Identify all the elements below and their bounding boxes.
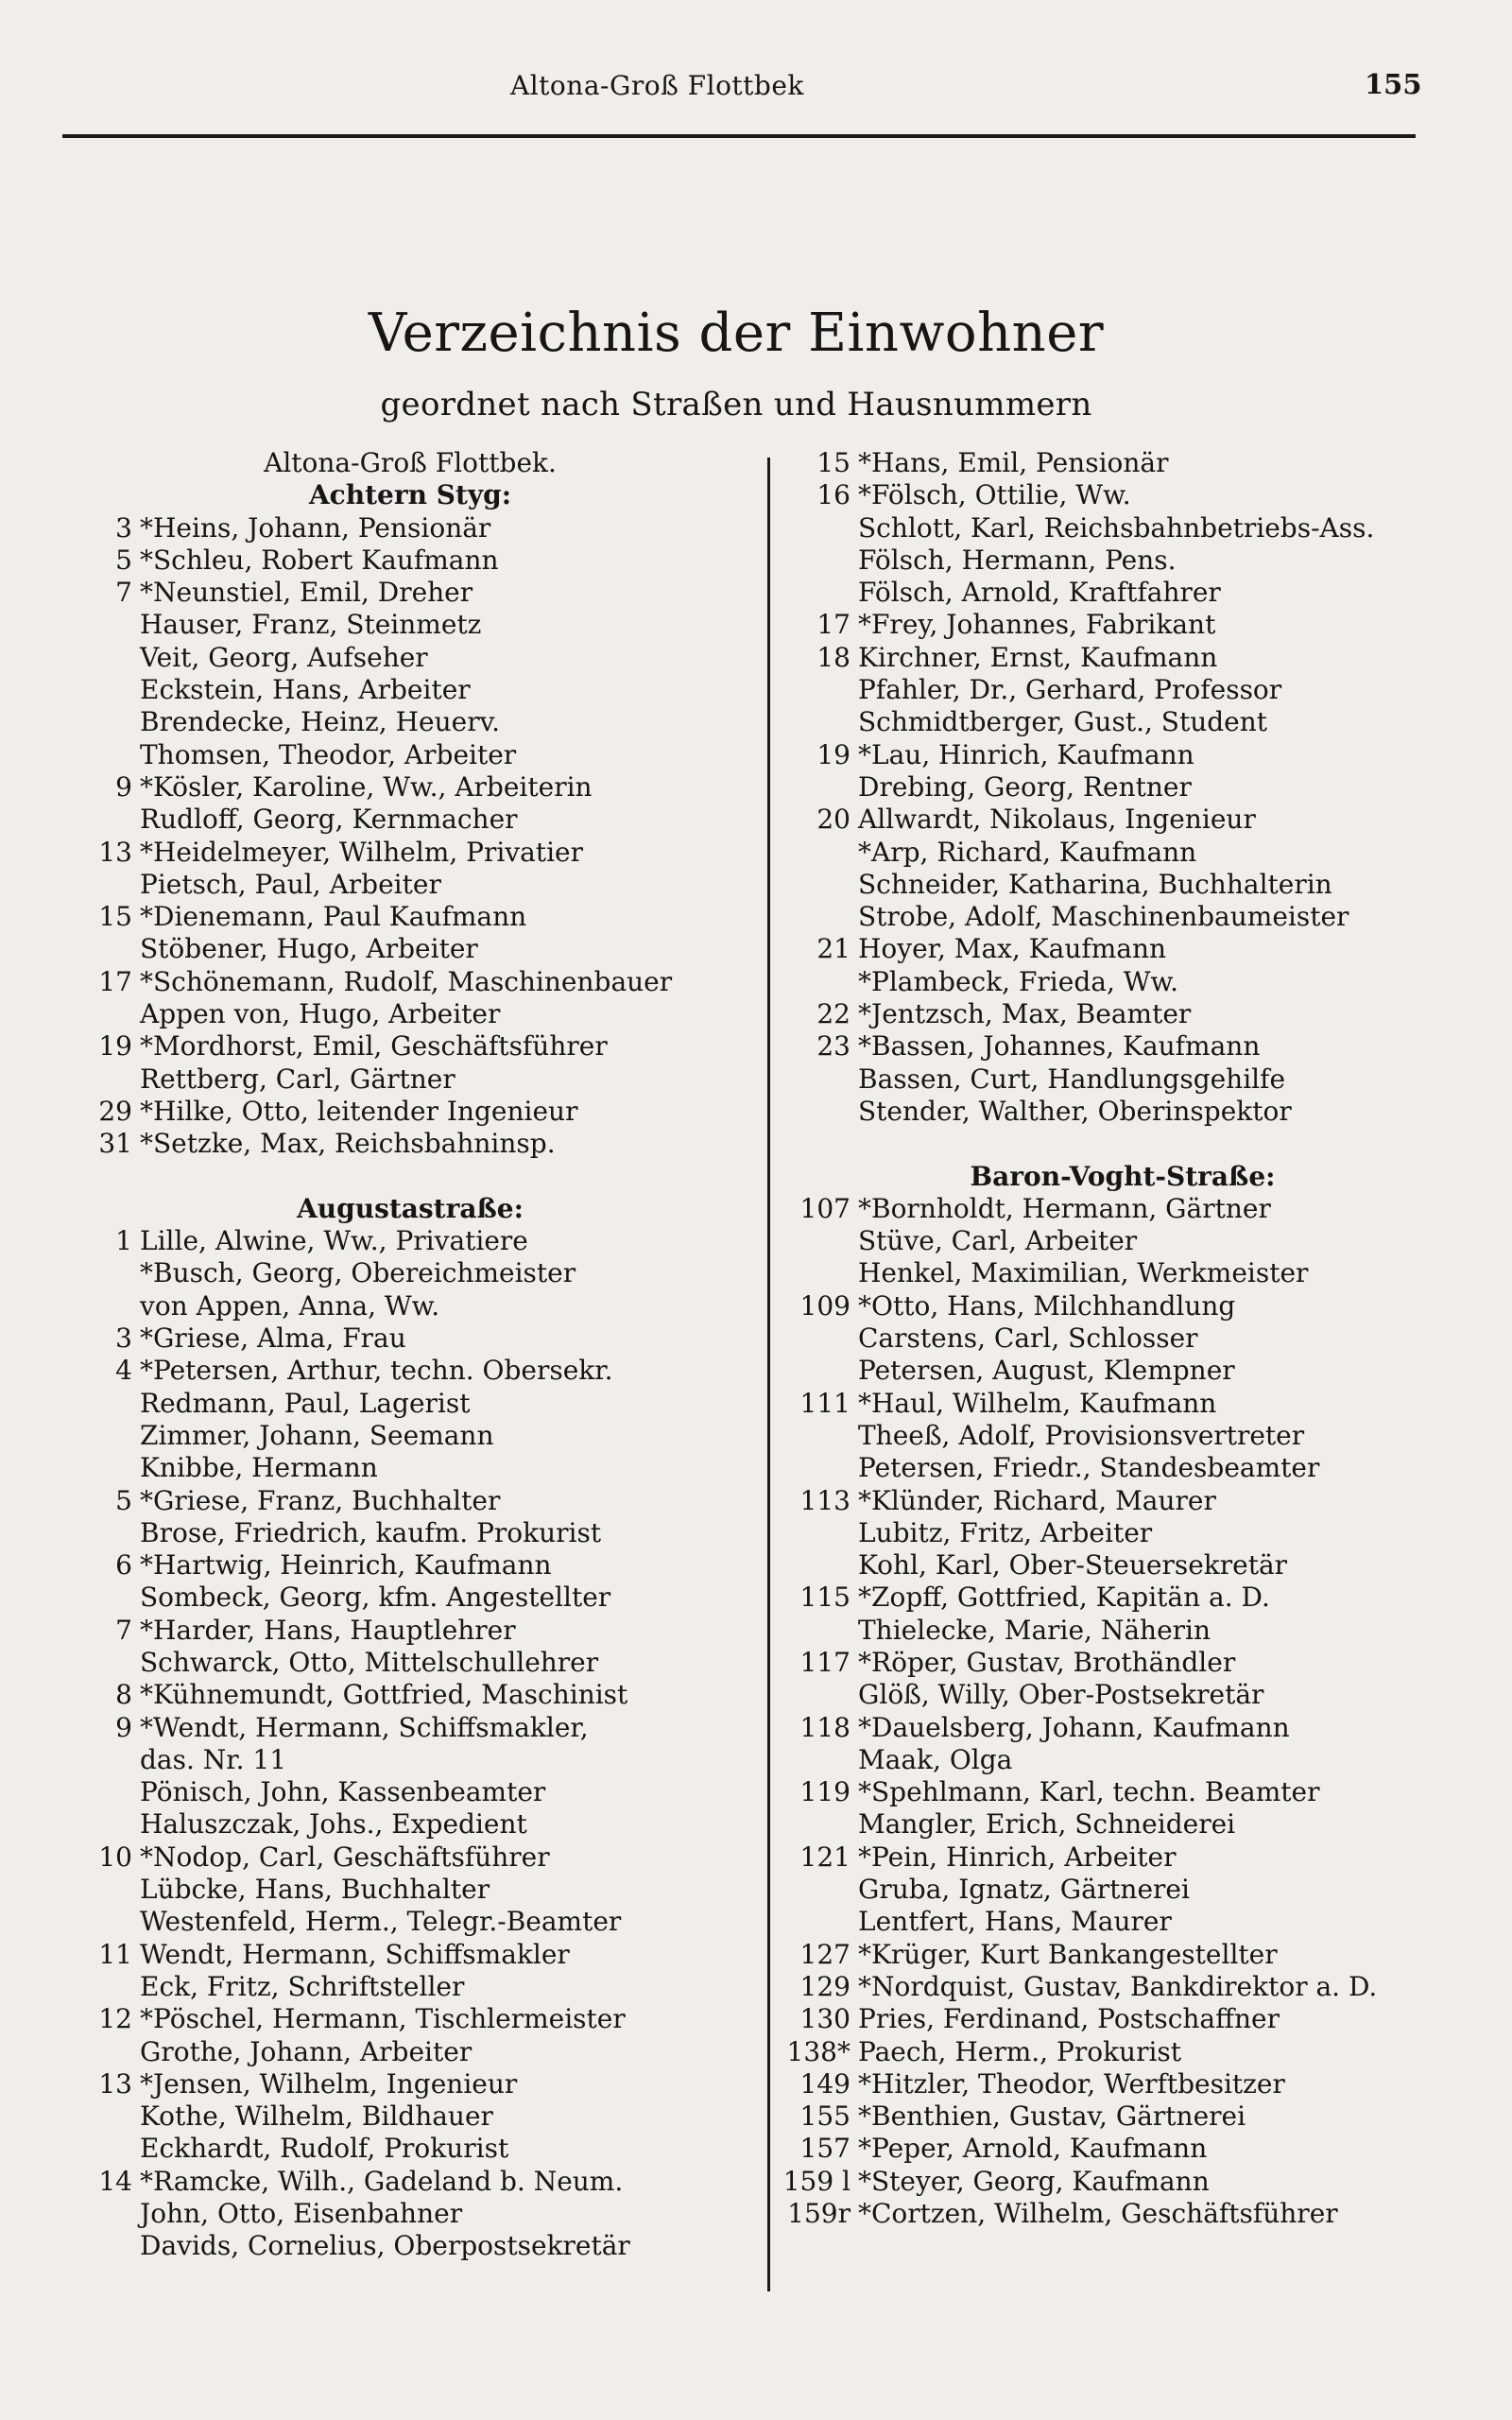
resident-entry [773,2036,1472,2068]
resident-name: *Setzke, Max, Reichsbahninsp. [140,1128,556,1160]
house-number: 127 [799,1938,850,1970]
resident-name: *Heins, Johann, Pensionär [140,511,491,544]
resident-name: *Fölsch, Ottilie, Ww. [858,479,1131,511]
resident-name: *Pein, Hinrich, Arbeiter [858,1841,1177,1873]
resident-entry [79,901,741,933]
resident-entry [773,1225,1472,1257]
resident-entry [79,1679,741,1711]
resident-entry [79,1452,741,1484]
resident-name: *Plambeck, Frieda, Ww. [858,965,1179,997]
resident-name: *Pöschel, Hermann, Tischlermeister [140,2003,626,2035]
resident-entry [79,706,741,738]
resident-entry [773,933,1472,965]
resident-name: *Busch, Georg, Obereichmeister [140,1257,576,1289]
resident-entry [773,609,1472,641]
resident-name: Thielecke, Marie, Näherin [858,1614,1211,1646]
resident-name: Thomsen, Theodor, Arbeiter [140,738,517,770]
house-number: 6 [115,1549,132,1582]
resident-entry [773,739,1472,771]
resident-entry [79,2166,741,2198]
resident-entry [79,1420,741,1452]
resident-name: Theeß, Adolf, Provisionsvertreter [858,1419,1305,1451]
resident-name: *Griese, Alma, Frau [140,1322,406,1355]
resident-name: *Hartwig, Heinrich, Kaufmann [140,1549,552,1582]
resident-name: *Krüger, Kurt Bankangestellter [858,1938,1278,1970]
resident-name: Eckhardt, Rudolf, Prokurist [140,2133,509,2165]
resident-name: Sombeck, Georg, kfm. Angestellter [140,1582,611,1614]
house-number: 7 [115,1614,132,1646]
resident-entry [79,1971,741,2003]
resident-name: Zimmer, Johann, Seemann [140,1419,494,1451]
resident-entry [773,804,1472,836]
house-number: 121 [799,1841,850,1873]
resident-name: *Harder, Hans, Hauptlehrer [140,1614,516,1646]
resident-entry [79,804,741,836]
resident-entry [773,771,1472,804]
resident-entry [79,1744,741,1776]
right-column [773,447,1472,2230]
resident-entry [79,1939,741,1971]
resident-name: Strobe, Adolf, Maschinenbaumeister [858,901,1349,933]
resident-name: *Spehlmann, Karl, techn. Beamter [858,1776,1320,1808]
resident-entry [773,1712,1472,1744]
resident-name: Appen von, Hugo, Arbeiter [140,998,501,1030]
resident-name: Schneider, Katharina, Buchhalterin [858,868,1332,900]
resident-entry [773,1485,1472,1517]
resident-entry [79,1388,741,1420]
house-number: 13 [98,836,132,868]
resident-entry [79,1322,741,1355]
resident-entry [773,2003,1472,2035]
resident-entry [773,1420,1472,1452]
resident-name: *Lau, Hinrich, Kaufmann [858,738,1194,770]
resident-entry [79,1712,741,1744]
resident-name: *Kösler, Karoline, Ww., Arbeiterin [140,770,593,803]
resident-entry [79,674,741,706]
house-number: 22 [816,998,850,1030]
house-number: 19 [816,738,850,770]
resident-name: *Arp, Richard, Kaufmann [858,836,1197,868]
resident-entry [773,837,1472,869]
resident-name: *Hilke, Otto, leitender Ingenieur [140,1095,578,1127]
house-number: 12 [98,2003,132,2035]
house-number: 109 [799,1289,850,1322]
house-number: 8 [115,1679,132,1711]
resident-entry [79,2036,741,2068]
house-number: 118 [799,1711,850,1743]
resident-entry [79,2003,741,2035]
resident-name: Kohl, Karl, Ober-Steuersekretär [858,1549,1288,1582]
resident-name: Kirchner, Ernst, Kaufmann [858,641,1218,673]
resident-entry [773,2166,1472,2198]
house-number: 23 [816,1030,850,1063]
resident-name: *Frey, Johannes, Fabrikant [858,609,1216,641]
resident-entry [773,642,1472,674]
resident-name: Stender, Walther, Oberinspektor [858,1095,1292,1127]
resident-entry [773,2198,1472,2230]
resident-name: Grothe, Johann, Arbeiter [140,2035,472,2067]
resident-name: *Hans, Emil, Pensionär [858,447,1169,478]
resident-entry [773,1841,1472,1874]
resident-name: *Jentzsch, Max, Beamter [858,998,1192,1030]
resident-entry [79,1647,741,1679]
street-heading: Achtern Styg: [308,479,512,511]
house-number: 15 [98,901,132,933]
resident-entry [773,1096,1472,1128]
house-number: 1 [115,1225,132,1257]
house-number: 9 [115,770,132,803]
resident-entry [79,1582,741,1614]
resident-name: Maak, Olga [858,1743,1013,1775]
resident-name: Hoyer, Max, Kaufmann [858,933,1167,965]
house-number: 19 [98,1030,132,1063]
resident-name: Lille, Alwine, Ww., Privatiere [140,1225,528,1257]
resident-entry [773,1355,1472,1387]
house-number: 18 [816,641,850,673]
resident-name: Glöß, Willy, Ober-Postsekretär [858,1679,1264,1711]
resident-entry [79,1128,741,1160]
resident-name: *Ramcke, Wilh., Gadeland b. Neum. [140,2165,624,2197]
house-number: 10 [98,1841,132,1873]
resident-entry [79,1257,741,1289]
house-number: 31 [98,1128,132,1160]
resident-entry [773,1290,1472,1322]
resident-entry [773,1063,1472,1096]
resident-entry [79,1808,741,1841]
column-divider [767,458,770,2291]
resident-name: Pfahler, Dr., Gerhard, Professor [858,674,1282,706]
street-heading: Augustastraße: [297,1192,524,1224]
house-number: 119 [799,1776,850,1808]
resident-name: *Otto, Hans, Milchhandlung [858,1289,1236,1322]
house-number: 11 [98,1938,132,1970]
resident-entry [773,1808,1472,1841]
page-title: Verzeichnis der Einwohner [368,302,1105,364]
resident-name: *Heidelmeyer, Wilhelm, Privatier [140,836,583,868]
resident-name: von Appen, Anna, Ww. [140,1289,440,1322]
resident-entry [79,512,741,544]
house-number: 159 l [782,2165,850,2197]
resident-entry [79,1874,741,1906]
resident-entry [773,1776,1472,1808]
resident-entry [773,1452,1472,1484]
resident-entry [79,2230,741,2262]
house-number: 21 [816,933,850,965]
resident-entry [79,933,741,965]
resident-entry [79,837,741,869]
resident-entry [773,2133,1472,2165]
left-column [79,447,741,2263]
resident-entry [79,1776,741,1808]
house-number: 14 [98,2165,132,2197]
resident-name: Carstens, Carl, Schlosser [858,1322,1198,1355]
resident-entry [773,1906,1472,1938]
house-number: 155 [799,2100,850,2133]
resident-name: *Petersen, Arthur, techn. Obersekr. [140,1355,613,1387]
resident-name: *Hitzler, Theodor, Werftbesitzer [858,2067,1285,2100]
resident-name: *Wendt, Hermann, Schiffsmakler, [140,1711,589,1743]
resident-entry [79,544,741,577]
resident-name: Davids, Cornelius, Oberpostsekretär [140,2230,630,2262]
resident-name: Pietsch, Paul, Arbeiter [140,868,441,900]
resident-entry [773,447,1472,479]
resident-entry [79,577,741,609]
resident-entry [773,1549,1472,1582]
resident-entry [773,1874,1472,1906]
resident-name: Bassen, Curt, Handlungsgehilfe [858,1063,1286,1095]
resident-name: Kothe, Wilhelm, Bildhauer [140,2100,493,2133]
resident-entry [773,869,1472,901]
resident-entry [79,998,741,1030]
resident-name: *Dienemann, Paul Kaufmann [140,901,527,933]
resident-name: Rudloff, Georg, Kernmacher [140,804,518,836]
page-number: 155 [1365,68,1422,100]
resident-name: Veit, Georg, Aufseher [140,641,428,673]
resident-entry [79,1615,741,1647]
header-rule [62,134,1416,138]
resident-entry [773,577,1472,609]
resident-entry [773,2068,1472,2100]
resident-name: *Bassen, Johannes, Kaufmann [858,1030,1261,1063]
resident-name: Eckstein, Hans, Arbeiter [140,674,471,706]
resident-name: *Griese, Franz, Buchhalter [140,1484,501,1516]
resident-entry [79,2198,741,2230]
house-number: 29 [98,1095,132,1127]
house-number: 20 [816,804,850,836]
house-number: 3 [115,511,132,544]
resident-entry [79,642,741,674]
resident-entry [79,1096,741,1128]
resident-entry [773,544,1472,577]
house-number: 111 [799,1387,850,1419]
resident-entry [773,1615,1472,1647]
resident-entry [773,512,1472,544]
resident-entry [773,1939,1472,1971]
resident-entry [79,1841,741,1874]
resident-name: Redmann, Paul, Lagerist [140,1387,471,1419]
resident-entry [773,2100,1472,2133]
house-number: 113 [799,1484,850,1516]
resident-name: *Klünder, Richard, Maurer [858,1484,1216,1516]
resident-name: Pries, Ferdinand, Postschaffner [858,2003,1280,2035]
resident-entry [79,771,741,804]
resident-entry [773,674,1472,706]
house-number: 4 [115,1355,132,1387]
house-number: 3 [115,1322,132,1355]
resident-entry [773,706,1472,738]
resident-entry [773,1517,1472,1549]
header-title: Altona-Groß Flottbek [510,70,804,101]
resident-name: das. Nr. 11 [140,1743,287,1775]
house-number: 149 [799,2067,850,2100]
resident-name: Schlott, Karl, Reichsbahnbetriebs-Ass. [858,511,1375,544]
resident-name: *Schleu, Robert Kaufmann [140,544,499,576]
resident-name: *Nodop, Carl, Geschäftsführer [140,1841,550,1873]
house-number: 13 [98,2067,132,2100]
resident-entry [79,1549,741,1582]
resident-name: *Kühnemundt, Gottfried, Maschinist [140,1679,628,1711]
resident-entry [773,901,1472,933]
resident-entry [773,1030,1472,1063]
resident-name: Schmidtberger, Gust., Student [858,706,1268,738]
resident-name: Mangler, Erich, Schneiderei [858,1808,1236,1841]
resident-name: Allwardt, Nikolaus, Ingenieur [858,804,1256,836]
resident-name: Fölsch, Arnold, Kraftfahrer [858,577,1221,609]
house-number: 17 [98,965,132,997]
resident-entry [773,1679,1472,1711]
house-number: 157 [799,2133,850,2165]
page-subtitle: geordnet nach Straßen und Hausnummern [380,386,1092,424]
spacer [79,1161,741,1193]
house-number: 130 [799,2003,850,2035]
resident-entry [773,1647,1472,1679]
resident-name: Wendt, Hermann, Schiffsmakler [140,1938,570,1970]
resident-entry [79,1517,741,1549]
resident-entry [79,1290,741,1322]
resident-entry [773,1744,1472,1776]
resident-entry [79,2100,741,2133]
resident-entry [79,2068,741,2100]
resident-name: Eck, Fritz, Schriftsteller [140,1970,465,2002]
resident-entry [79,1485,741,1517]
resident-name: *Cortzen, Wilhelm, Geschäftsführer [858,2198,1338,2230]
resident-name: John, Otto, Eisenbahner [140,2198,463,2230]
resident-name: *Jensen, Wilhelm, Ingenieur [140,2067,518,2100]
resident-name: Petersen, August, Klempner [858,1355,1235,1387]
resident-name: *Mordhorst, Emil, Geschäftsführer [140,1030,608,1063]
resident-name: Lentfert, Hans, Maurer [858,1906,1172,1938]
resident-name: *Nordquist, Gustav, Bankdirektor a. D. [858,1970,1378,2002]
resident-name: *Röper, Gustav, Brothändler [858,1646,1236,1678]
house-number: 107 [799,1192,850,1224]
house-number: 115 [799,1582,850,1614]
street-heading: Baron-Voght-Straße: [970,1160,1276,1192]
house-number: 17 [816,609,850,641]
house-number: 5 [115,544,132,576]
resident-entry [79,609,741,641]
resident-name: Stüve, Carl, Arbeiter [858,1225,1138,1257]
resident-entry [773,1971,1472,2003]
resident-entry [773,1388,1472,1420]
house-number: 159r [787,2198,850,2230]
resident-name: Brose, Friedrich, kaufm. Prokurist [140,1516,602,1548]
resident-name: Lubitz, Fritz, Arbeiter [858,1516,1153,1548]
resident-name: Haluszczak, Johs., Expedient [140,1808,527,1841]
resident-entry [773,479,1472,511]
resident-entry [79,2133,741,2165]
resident-name: Hauser, Franz, Steinmetz [140,609,482,641]
house-number: 117 [799,1646,850,1678]
resident-name: Brendecke, Heinz, Heuerv. [140,706,500,738]
resident-name: Pönisch, John, Kassenbeamter [140,1776,546,1808]
resident-name: *Neunstiel, Emil, Dreher [140,577,473,609]
resident-name: Lübcke, Hans, Buchhalter [140,1874,490,1906]
resident-entry [79,1355,741,1387]
resident-entry [773,1322,1472,1355]
resident-name: *Bornholdt, Hermann, Gärtner [858,1192,1271,1224]
resident-entry [773,1257,1472,1289]
resident-name: Stöbener, Hugo, Arbeiter [140,933,478,965]
resident-name: *Benthien, Gustav, Gärtnerei [858,2100,1246,2133]
resident-entry [79,1063,741,1096]
house-number: 5 [115,1484,132,1516]
resident-name: Rettberg, Carl, Gärtner [140,1063,455,1095]
house-number: 7 [115,577,132,609]
resident-entry [79,1225,741,1257]
resident-entry [79,1030,741,1063]
resident-name: Schwarck, Otto, Mittelschullehrer [140,1646,599,1678]
resident-entry [79,869,741,901]
place-heading: Altona-Groß Flottbek. [264,447,557,478]
resident-name: *Schönemann, Rudolf, Maschinenbauer [140,965,673,997]
resident-entry [773,998,1472,1030]
resident-name: Paech, Herm., Prokurist [858,2035,1182,2067]
house-number: 15 [816,447,850,478]
resident-name: Knibbe, Hermann [140,1452,378,1484]
house-number: 16 [816,479,850,511]
resident-name: *Haul, Wilhelm, Kaufmann [858,1387,1217,1419]
house-number: 9 [115,1711,132,1743]
resident-name: Westenfeld, Herm., Telegr.-Beamter [140,1906,622,1938]
resident-entry [79,739,741,771]
resident-name: Drebing, Georg, Rentner [858,770,1192,803]
resident-name: Petersen, Friedr., Standesbeamter [858,1452,1320,1484]
resident-name: *Dauelsberg, Johann, Kaufmann [858,1711,1290,1743]
resident-name: *Steyer, Georg, Kaufmann [858,2165,1210,2197]
resident-entry [773,1582,1472,1614]
resident-name: *Zopff, Gottfried, Kapitän a. D. [858,1582,1270,1614]
resident-name: Gruba, Ignatz, Gärtnerei [858,1874,1190,1906]
spacer [773,1128,1472,1160]
resident-entry [79,1906,741,1938]
resident-name: Henkel, Maximilian, Werkmeister [858,1257,1309,1289]
resident-entry [773,1193,1472,1225]
resident-name: *Peper, Arnold, Kaufmann [858,2133,1208,2165]
resident-name: Fölsch, Hermann, Pens. [858,544,1177,576]
resident-entry [773,966,1472,998]
house-number: 129 [799,1970,850,2002]
house-number: 138* [786,2035,850,2067]
resident-entry [79,966,741,998]
